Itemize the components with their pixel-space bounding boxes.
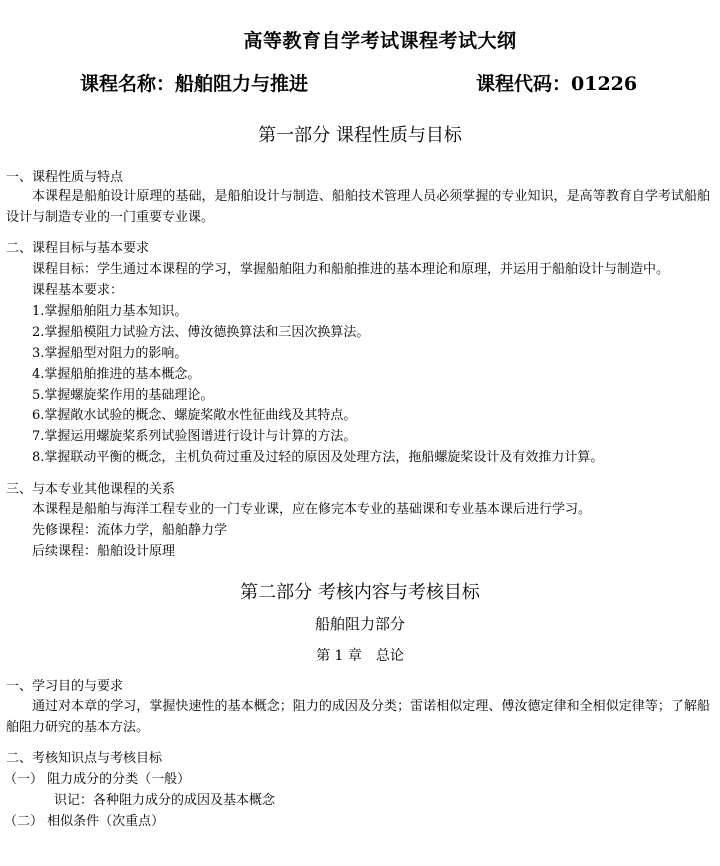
requirement-item: 8.掌握联动平衡的概念，主机负荷过重及过轻的原因及处理方法，拖船螺旋桨设计及有效推力计算。: [32, 450, 604, 465]
followup-courses: 后续课程：船舶设计原理: [32, 544, 176, 559]
chapter-title: 总论: [375, 648, 404, 664]
document-title: 高等教育自学考试课程考试大纲: [243, 30, 517, 52]
part2-heading: 第二部分 考核内容与考核目标: [240, 582, 480, 603]
part2-section1-text: 通过对本章的学习，掌握快速性的基本概念；阻力的成因及分类；雷诺相似定理、傅汝德定律和全相似定律等；了解船舶阻力研究的基本方法。: [6, 699, 710, 735]
part1-section3-text: 本课程是船舶与海洋工程专业的一门专业课，应在修完本专业的基础课和专业基本课后进行学习。: [32, 502, 592, 517]
part1-heading: 第一部分 课程性质与目标: [258, 125, 462, 146]
knowledge-point-2: （二） 相似条件（次重点）: [4, 814, 165, 829]
part2-subheading: 船舶阻力部分: [314, 615, 405, 633]
part2-section1-heading: 一、学习目的与要求: [6, 679, 124, 694]
part1-section2-heading: 二、课程目标与基本要求: [6, 241, 150, 256]
part1-section1-text: 本课程是船舶设计原理的基础，是船舶设计与制造、船舶技术管理人员必须掌握的专业知识，是高等教育自学考试船舶设计与制造专业的一门重要专业课。: [6, 189, 710, 225]
chapter-number: 第 1 章: [316, 648, 362, 664]
requirement-item: 4.掌握船舶推进的基本概念。: [32, 367, 201, 382]
course-name: 课程名称：船舶阻力与推进: [80, 73, 309, 95]
part1-section1-heading: 一、课程性质与特点: [6, 170, 124, 185]
part1-section3-heading: 三、与本专业其他课程的关系: [6, 482, 176, 497]
requirements-label: 课程基本要求：: [32, 283, 124, 298]
requirement-item: 7.掌握运用螺旋桨系列试验图谱进行设计与计算的方法。: [32, 429, 357, 444]
requirement-item: 3.掌握船型对阻力的影响。: [32, 346, 188, 361]
course-code: 课程代码：01226: [476, 73, 638, 95]
requirement-item: 5.掌握螺旋桨作用的基础理论。: [32, 388, 214, 403]
requirement-item: 6.掌握敞水试验的概念、螺旋桨敞水性征曲线及其特点。: [32, 408, 357, 423]
prerequisite-courses: 先修课程：流体力学，船舶静力学: [32, 523, 228, 538]
requirement-item: 1.掌握船舶阻力基本知识。: [32, 304, 188, 319]
course-goal: 课程目标：学生通过本课程的学习，掌握船舶阻力和船舶推进的基本理论和原理，并运用于船舶设计与制造中。: [32, 262, 670, 277]
part2-section2-heading: 二、考核知识点与考核目标: [6, 751, 163, 766]
requirement-item: 2.掌握船模阻力试验方法、傅汝德换算法和三因次换算法。: [32, 325, 370, 340]
knowledge-point-1: （一） 阻力成分的分类（一般）: [4, 772, 191, 787]
knowledge-point-1-detail: 识记：各种阻力成分的成因及基本概念: [54, 793, 276, 808]
chapter-heading: [0, 648, 720, 665]
